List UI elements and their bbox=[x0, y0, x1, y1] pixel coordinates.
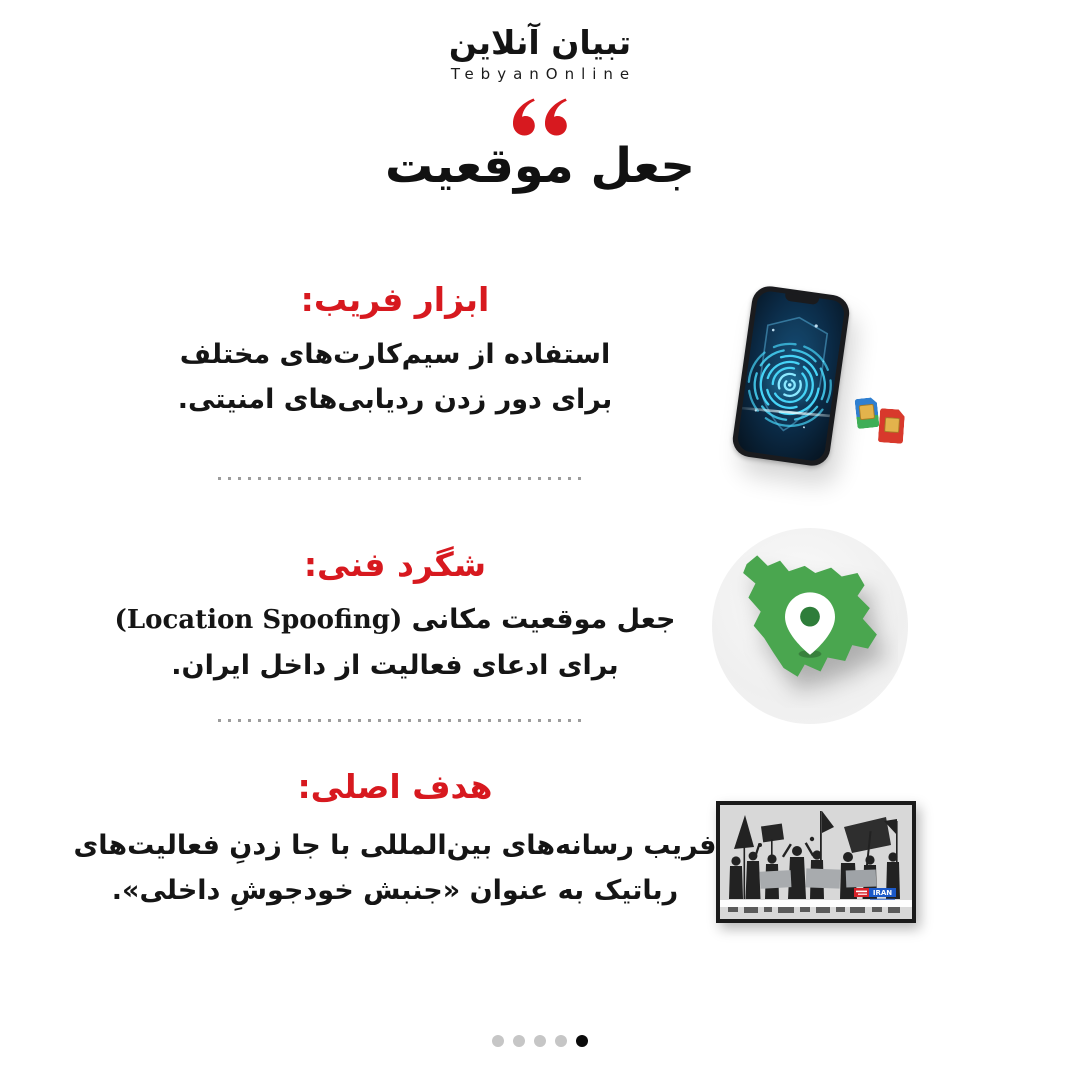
watermark-label: IRAN bbox=[872, 889, 893, 897]
quote-icon bbox=[0, 97, 1080, 139]
section-text-line: فریب رسانه‌های بین‌المللی با جا زدنِ فعالیت‌های bbox=[73, 829, 717, 861]
section-main-goal bbox=[55, 767, 735, 913]
section-body bbox=[55, 332, 735, 422]
pagination bbox=[492, 1035, 588, 1047]
iran-map-image bbox=[712, 528, 908, 724]
protest-image bbox=[716, 801, 916, 923]
dotted-separator bbox=[218, 477, 586, 480]
section-text-line: رباتیک به عنوان «جنبش خودجوشِ داخلی». bbox=[111, 874, 679, 906]
dotted-separator bbox=[218, 719, 586, 722]
section-body bbox=[55, 823, 735, 913]
pagination-dot[interactable] bbox=[492, 1035, 504, 1047]
section-text-line: برای دور زدن ردیابی‌های امنیتی. bbox=[177, 383, 613, 415]
brand-logo-farsi: تبیان آنلاین bbox=[448, 23, 632, 62]
pagination-dot[interactable] bbox=[555, 1035, 567, 1047]
section-text-line: استفاده از سیم‌کارت‌های مختلف bbox=[179, 338, 611, 370]
section-text-line: برای ادعای فعالیت از داخل ایران. bbox=[171, 649, 619, 681]
smartphone-icon bbox=[731, 284, 852, 468]
text-farsi: جعل موقعیت مکانی bbox=[411, 603, 676, 635]
section-heading: هدف اصلی: bbox=[297, 767, 493, 806]
section-text-line bbox=[55, 597, 735, 643]
section-deception-tool bbox=[55, 280, 735, 422]
phone-fingerprint-image bbox=[700, 282, 930, 482]
header bbox=[0, 23, 1080, 194]
page-title: جعل موقعیت bbox=[385, 137, 695, 194]
iran-map-icon bbox=[722, 540, 898, 708]
brand-logo bbox=[0, 24, 1080, 83]
section-body bbox=[55, 597, 735, 688]
pagination-dot[interactable] bbox=[534, 1035, 546, 1047]
sim-chip-icon bbox=[884, 417, 900, 433]
protest-crowd-icon bbox=[720, 805, 912, 919]
section-heading: ابزار فریب: bbox=[300, 280, 490, 319]
text-latin: (Location Spoofing) bbox=[114, 604, 403, 635]
section-heading: شگرد فنی: bbox=[303, 545, 487, 584]
sim-card-icon bbox=[878, 408, 905, 444]
sim-chip-icon bbox=[859, 404, 875, 420]
sim-card-icon bbox=[854, 397, 879, 429]
pagination-dot-active[interactable] bbox=[576, 1035, 588, 1047]
fingerprint-shield-icon bbox=[736, 290, 846, 463]
brand-logo-latin: TebyanOnline bbox=[450, 64, 637, 83]
pagination-dot[interactable] bbox=[513, 1035, 525, 1047]
section-technical-trick bbox=[55, 545, 735, 688]
